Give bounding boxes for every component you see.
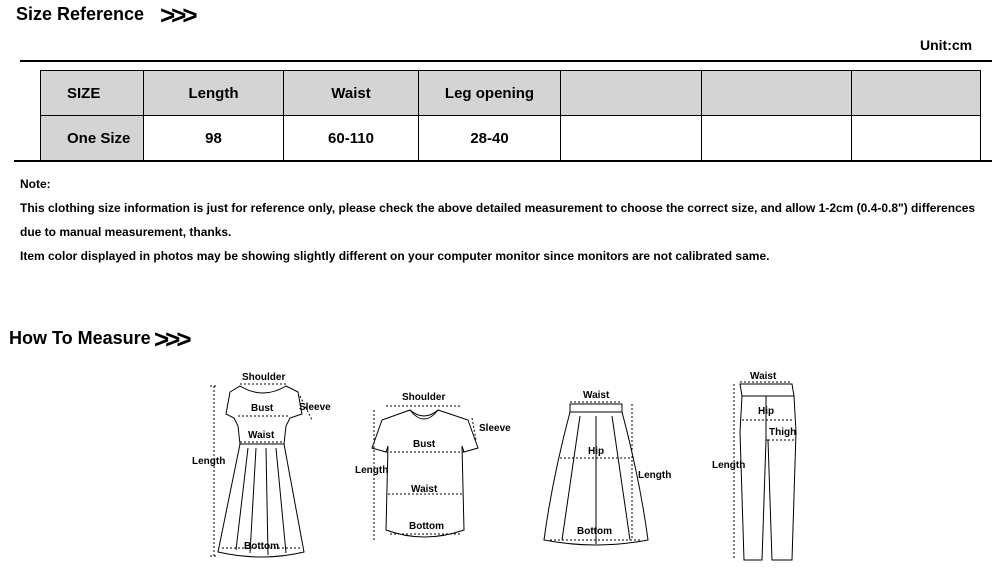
unit-label: Unit:cm [920,37,973,53]
tshirt-label-length: Length [355,465,389,476]
tshirt-label-waist: Waist [411,484,438,495]
header-cell-empty-3 [852,71,981,116]
dress-label-bottom: Bottom [244,541,279,552]
note-line-2: due to manual measurement, thanks. [20,225,232,239]
pants-label-thigh: Thigh [769,427,797,438]
tshirt-label-sleeve: Sleeve [479,423,511,434]
dress-label-waist: Waist [248,430,275,441]
header-cell-size: SIZE [41,71,144,116]
how-to-measure-arrows-icon: >>> [154,324,188,354]
skirt-illustration [544,402,648,545]
skirt-label-length: Length [638,470,672,481]
dress-label-bust: Bust [251,403,274,414]
row-cell-empty-2 [702,116,852,161]
pants-label-length: Length [712,460,746,471]
row-cell-empty-3 [852,116,981,161]
note-line-3: Item color displayed in photos may be showing slightly different on your computer monitor since monitors are not calibrated same. [20,249,770,263]
row-cell-size: One Size [41,116,144,161]
tshirt-label-shoulder: Shoulder [402,392,446,403]
size-table [40,70,981,161]
bottom-rule [14,160,992,162]
header-cell-waist: Waist [284,71,419,116]
header-cell-empty-2 [702,71,852,116]
dress-label-sleeve: Sleeve [299,402,331,413]
size-reference-arrows-icon: >>> [160,0,194,30]
note-block [20,172,995,268]
skirt-label-waist: Waist [583,390,610,401]
note-line-1: This clothing size information is just for reference only, please check the above detailed measurement to choose the correct size, and allow 1-2cm (0.4-0.8") differences [20,201,976,215]
header-cell-length: Length [144,71,284,116]
row-cell-length: 98 [144,116,284,161]
tshirt-label-bust: Bust [413,439,436,450]
skirt-label-bottom: Bottom [577,526,612,537]
dress-label-length: Length [192,456,226,467]
pants-label-waist: Waist [750,371,777,382]
note-label: Note: [20,177,51,191]
header-cell-empty-1 [561,71,702,116]
row-cell-leg-opening: 28-40 [419,116,561,161]
tshirt-label-bottom: Bottom [409,521,444,532]
dress-label-shoulder: Shoulder [242,372,286,383]
pants-label-hip: Hip [758,406,775,417]
table-row [41,116,981,161]
table-header-row [41,71,981,116]
row-cell-waist: 60-110 [284,116,419,161]
size-reference-title: Size Reference [16,4,145,24]
how-to-measure-title: How To Measure [9,328,151,348]
skirt-label-hip: Hip [588,446,605,457]
header-cell-leg-opening: Leg opening [419,71,561,116]
measure-diagrams [0,360,1000,584]
top-rule [20,60,992,62]
row-cell-empty-1 [561,116,702,161]
